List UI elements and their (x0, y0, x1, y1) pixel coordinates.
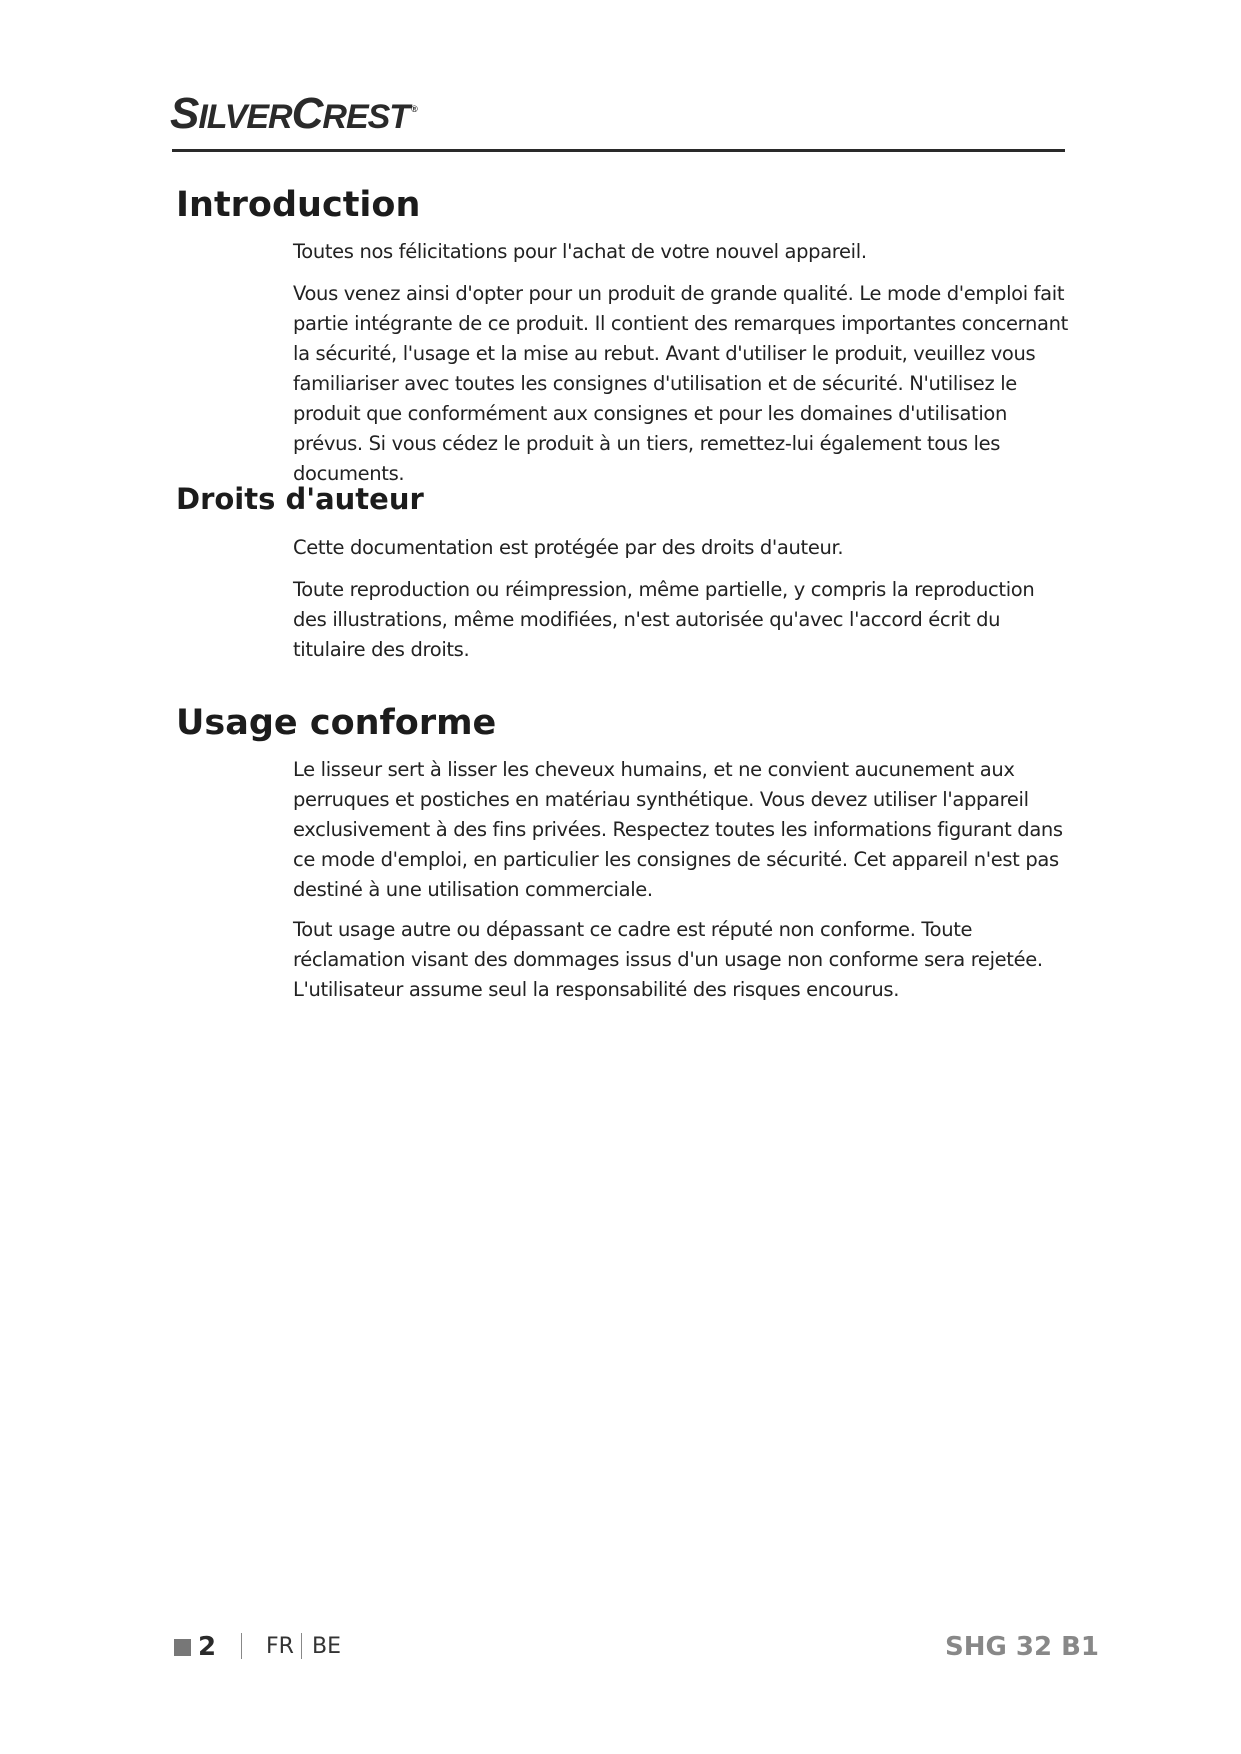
footer-language-fr: FR (266, 1634, 294, 1659)
intended-use-paragraph-2: Tout usage autre ou dépassant ce cadre est réputé non conforme. Toute réclamation visant des dommages issus d'un usage non conforme sera rejetée. L'utilisateur assume seul la responsabilité des risques encourus. (293, 918, 1043, 1001)
section-title-copyright: Droits d'auteur (176, 482, 424, 516)
intro-paragraph-2: Vous venez ainsi d'opter pour un produit de grande qualité. Le mode d'emploi fait partie intégrante de ce produit. Il contient des remarques importantes concernant la sécurité, l'usage et la mise au rebut. Avant d'utiliser le produit, veuillez vous familiariser avec toutes les consignes d'utilisation et de sécurité. N'utilisez le produit que conformément aux consignes et pour les domaines d'utilisation prévus. Si vous cédez le produit à un tiers, remettez-lui également tous les documents. (293, 282, 1068, 485)
section-title-intended-use: Usage conforme (176, 703, 497, 743)
footer-divider (241, 1633, 242, 1659)
page-number: 2 (198, 1632, 217, 1662)
intended-use-paragraph-1: Le lisseur sert à lisser les cheveux humains, et ne convient aucunement aux perruques et postiches en matériau synthétique. Vous devez utiliser l'appareil exclusivement à des fins privées. Respectez toutes les informations figurant dans ce mode d'emploi, en particulier les consignes de sécurité. Cet appareil n'est pas destiné à une utilisation commerciale. (293, 758, 1063, 901)
header-rule (172, 149, 1065, 152)
copyright-paragraph-2: Toute reproduction ou réimpression, même partielle, y compris la reproduction des illustrations, même modifiées, n'est autorisée qu'avec l'accord écrit du titulaire des droits. (293, 578, 1035, 661)
intro-paragraph-1: Toutes nos félicitations pour l'achat de votre nouvel appareil. (293, 240, 867, 263)
brand-logo: SILVERCREST ® (170, 89, 417, 138)
model-number: SHG 32 B1 (944, 1632, 1099, 1662)
copyright-paragraph-1: Cette documentation est protégée par des droits d'auteur. (293, 536, 844, 559)
footer-language-be: BE (312, 1634, 341, 1659)
page-marker-square (174, 1639, 191, 1656)
footer-divider-2 (301, 1633, 302, 1659)
section-title-introduction: Introduction (176, 185, 421, 225)
